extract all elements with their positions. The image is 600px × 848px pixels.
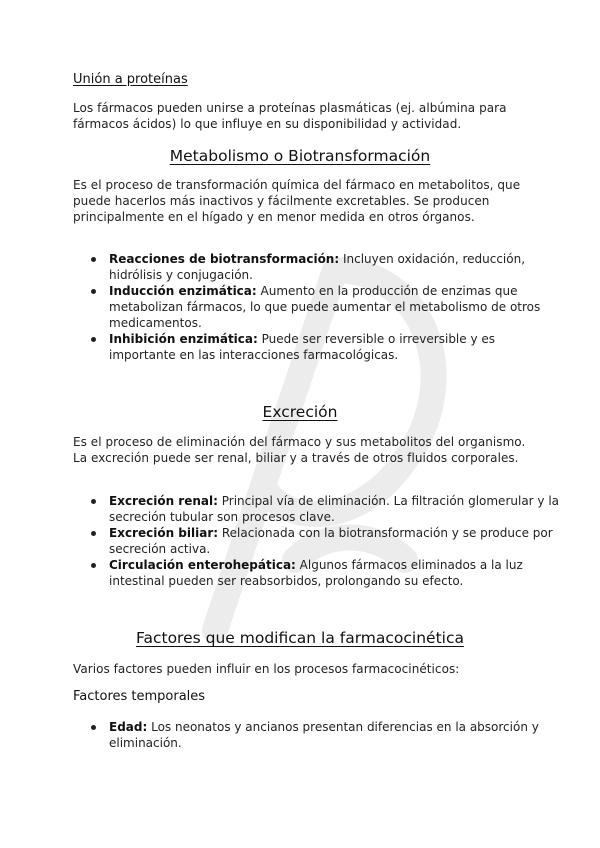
factors-list — [73, 719, 564, 751]
bullet-icon — [91, 531, 96, 536]
item-term: Reacciones de biotransformación: — [109, 252, 340, 266]
protein-binding-paragraph: Los fármacos pueden unirse a proteínas plasmáticas (ej. albúmina para fármacos ácidos) lo que influye en su disponibilidad y actividad. — [73, 101, 507, 131]
bullet-icon — [91, 257, 96, 262]
metabolism-heading: Metabolismo o Biotransformación — [169, 147, 431, 165]
item-term: Circulación enterohepática: — [109, 558, 296, 572]
list-item — [109, 283, 564, 331]
list-item — [109, 251, 564, 283]
excretion-paragraph: Es el proceso de eliminación del fármaco y sus metabolitos del organismo. La excreción puede ser renal, biliar y a través de otros fluidos corporales. — [73, 435, 526, 465]
list-item — [109, 525, 564, 557]
temporal-factors-subheading: Factores temporales — [73, 689, 206, 704]
bullet-icon — [91, 499, 96, 504]
bullet-icon — [91, 337, 96, 342]
bullet-icon — [91, 563, 96, 568]
list-item — [109, 493, 564, 525]
item-description: Puede ser reversible o irreversible y es importante en las interacciones farmacológicas. — [109, 332, 496, 362]
excretion-heading: Excreción — [262, 403, 338, 421]
metabolism-list — [73, 251, 564, 363]
metabolism-paragraph: Es el proceso de transformación química del fármaco en metabolitos, que puede hacerlos más inactivos y fácilmente excretables. Se producen principalmente en el hígado y en menor medida en otros órganos. — [73, 178, 521, 224]
factors-paragraph: Varios factores pueden influir en los procesos farmacocinéticos: — [73, 662, 460, 676]
item-term: Excreción biliar: — [109, 526, 219, 540]
item-description: Relacionada con la biotransformación y se produce por secreción activa. — [109, 526, 553, 556]
bullet-icon — [91, 725, 96, 730]
item-term: Edad: — [109, 720, 148, 734]
list-item — [109, 719, 564, 751]
item-term: Excreción renal: — [109, 494, 218, 508]
item-description: Incluyen oxidación, reducción, hidrólisis y conjugación. — [109, 252, 526, 282]
factors-heading: Factores que modifican la farmacocinética — [135, 629, 464, 647]
item-description: Algunos fármacos eliminados a la luz intestinal pueden ser reabsorbidos, prolongando su efecto. — [109, 558, 523, 588]
item-description: Principal vía de eliminación. La filtración glomerular y la secreción tubular son procesos clave. — [109, 494, 560, 524]
protein-binding-heading: Unión a proteínas — [73, 72, 188, 87]
excretion-list — [73, 493, 564, 589]
item-term: Inhibición enzimática: — [109, 332, 258, 346]
item-term: Inducción enzimática: — [109, 284, 257, 298]
list-item — [109, 557, 564, 589]
list-item — [109, 331, 564, 363]
bullet-icon — [91, 289, 96, 294]
item-description: Aumento en la producción de enzimas que metabolizan fármacos, lo que puede aumentar el metabolismo de otros medicamentos. — [109, 284, 541, 330]
item-description: Los neonatos y ancianos presentan diferencias en la absorción y eliminación. — [109, 720, 539, 750]
